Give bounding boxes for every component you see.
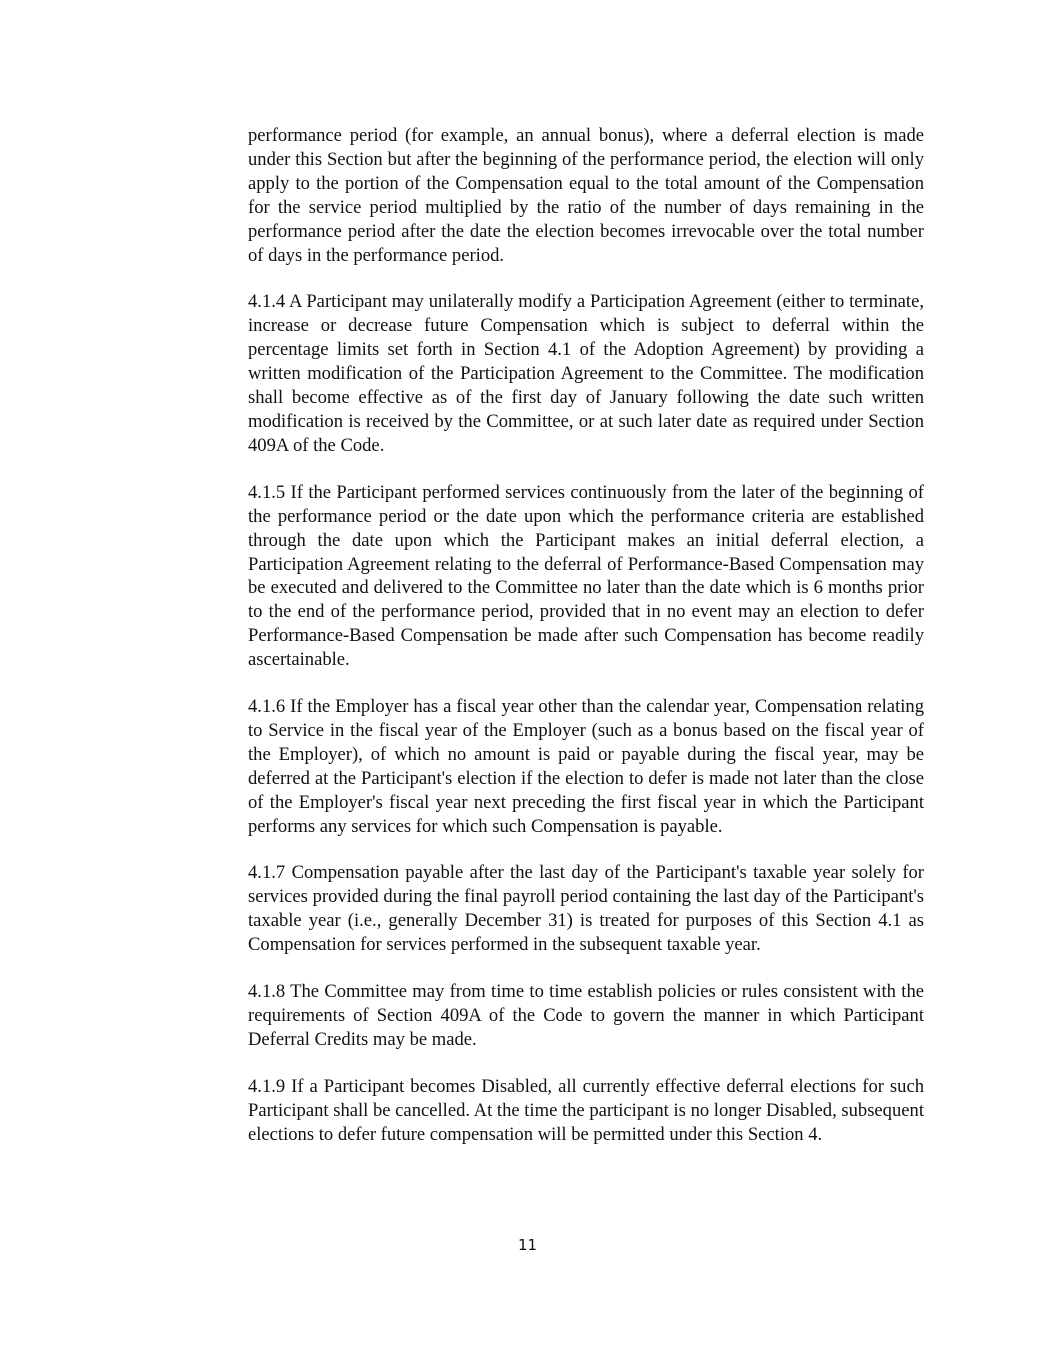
paragraph-4-1-4: 4.1.4 A Participant may unilaterally modify a Participation Agreement (either to terminate, increase or decrease future Compensation which is subject to deferral within the percentage limits set forth in Section 4.1 of the Adoption Agreement) by providing a written modification of the Participation Agreement to the Committee. The modification shall become effective as of the first day of January following the date such written modification is received by the Committee, or at such later date as required under Section 409A of the Code.	[248, 291, 924, 456]
paragraph-4-1-9: 4.1.9 If a Participant becomes Disabled, all currently effective deferral elections for such Participant shall be cancelled. At the time the participant is no longer Disabled, subsequent elections to defer future compensation will be permitted under this Section 4.	[248, 1075, 924, 1145]
paragraph-4-1-6: 4.1.6 If the Employer has a fiscal year other than the calendar year, Compensation relating to Service in the fiscal year of the Employer (such as a bonus based on the fiscal year of the Employer), of which no amount is paid or payable during the fiscal year, may be deferred at the Participant's election if the election to defer is made not later than the close of the Employer's fiscal year next preceding the first fiscal year in which the Participant performs any services for which such Compensation is payable.	[248, 696, 924, 837]
paragraph-4-1-8: 4.1.8 The Committee may from time to time establish policies or rules consistent with the requirements of Section 409A of the Code to govern the manner in which Participant Deferral Credits may be made.	[248, 981, 924, 1050]
paragraph-continuation: performance period (for example, an annual bonus), where a deferral election is made under this Section but after the beginning of the performance period, the election will only apply to the portion of the Compensation equal to the total amount of the Compensation for the service period multiplied by the ratio of the number of days remaining in the performance period after the date the election becomes irrevocable over the total number of days in the performance period.	[248, 125, 924, 266]
page-number: 11	[517, 1236, 538, 1254]
paragraph-4-1-5: 4.1.5 If the Participant performed services continuously from the later of the beginning of the performance period or the date upon which the performance criteria are established through the date upon which the Participant makes an initial deferral election, a Participation Agreement relating to the deferral of Performance-Based Compensation may be executed and delivered to the Committee no later than the date which is 6 months prior to the end of the performance period, provided that in no event may an election to defer Performance-Based Compensation be made after such Compensation has become readily ascertainable.	[248, 481, 924, 671]
document-body	[248, 124, 924, 1170]
paragraph-4-1-7: 4.1.7 Compensation payable after the last day of the Participant's taxable year solely for services provided during the final payroll period containing the last day of the Participant's taxable year (i.e., generally December 31) is treated for purposes of this Section 4.1 as Compensation for services performed in the subsequent taxable year.	[248, 862, 924, 956]
